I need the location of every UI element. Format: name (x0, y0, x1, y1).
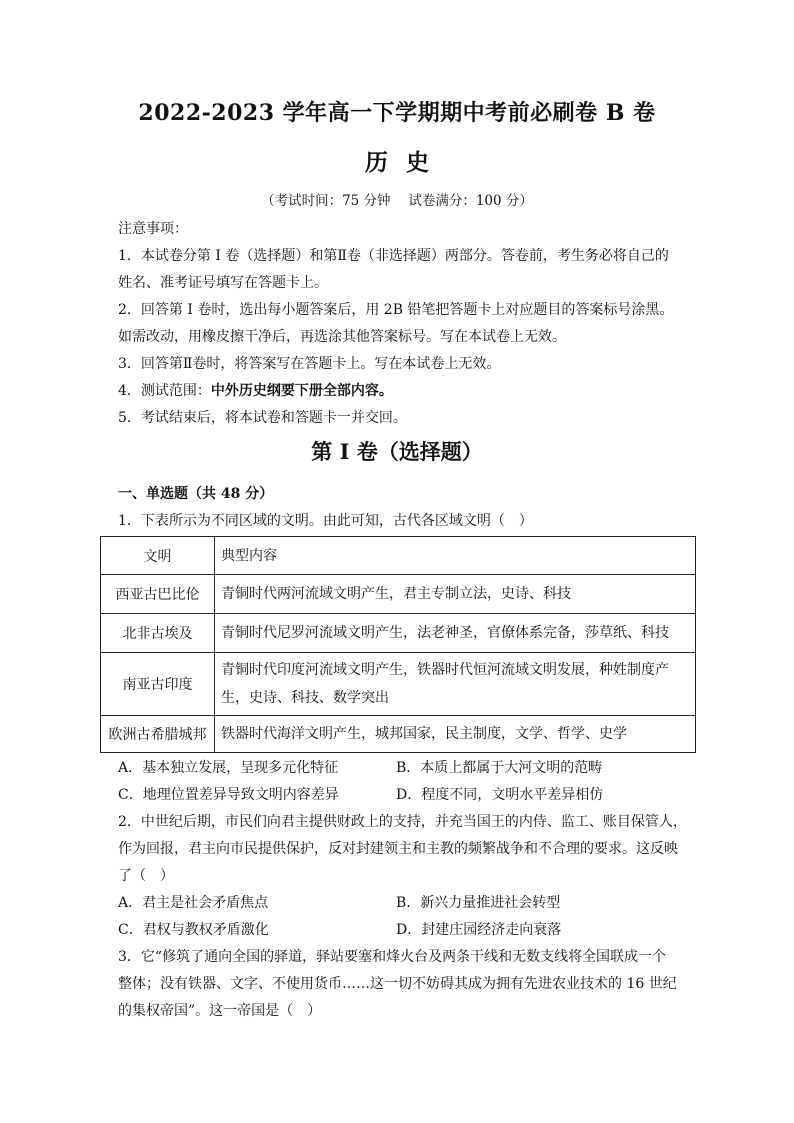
q2-line-1: 2．中世纪后期，市民们向君主提供财政上的支持，并充当国王的内侍、监工、账目保管人， (118, 814, 687, 830)
table-row (101, 653, 696, 716)
table-cell: 南亚古印度 (101, 653, 215, 716)
notes-line-3: 3．回答第Ⅱ卷时，将答案写在答题卡上。写在本试卷上无效。 (118, 356, 501, 372)
table-cell: 欧洲古希腊城邦 (101, 716, 215, 753)
q2-option-b: B．新兴力量推进社会转型 (396, 895, 561, 911)
exam-meta: （考试时间：75 分钟 试卷满分：100 分） (261, 193, 533, 209)
test-scope: 中外历史纲要下册全部内容。 (210, 383, 393, 399)
exam-title: 2022-2023 学年高一下学期期中考前必刷卷 B 卷 (138, 100, 656, 126)
q2-option-d: D．封建庄园经济走向衰落 (396, 922, 562, 938)
q2-line-3: 了（ ） (118, 868, 174, 884)
q1-option-d: D．程度不同，文明水平差异相仿 (396, 787, 604, 803)
q2-line-2: 作为回报，君主向市民提供保护，反对封建领主和主教的频繁战争和不合理的要求。这反映 (118, 841, 678, 857)
q1-option-a: A．基本独立发展，呈现多元化特征 (118, 760, 339, 776)
section-title: 第 I 卷（选择题） (311, 439, 483, 464)
notes-line-1b: 姓名、准考证号填写在答题卡上。 (118, 275, 328, 291)
notes-line-2b: 如需改动，用橡皮擦干净后，再选涂其他答案标号。写在本试卷上无效。 (118, 329, 566, 345)
notes-line-4 (118, 380, 393, 400)
civilization-table (100, 536, 696, 753)
notes-line-4-prefix: 4．测试范围： (118, 383, 211, 399)
table-header-cell: 文明 (101, 537, 215, 575)
q2-option-a: A．君主是社会矛盾焦点 (118, 895, 269, 911)
table-cell: 青铜时代尼罗河流域文明产生，法老神圣，官僚体系完备，莎草纸、科技 (215, 614, 696, 653)
q3-line-2: 整体；没有铁器、文字、不使用货币……这一切不妨碍其成为拥有先进农业技术的 16 世纪 (118, 976, 677, 992)
table-cell: 铁器时代海洋文明产生，城邦国家，民主制度，文学、哲学、史学 (215, 716, 696, 753)
q2-option-c: C．君权与教权矛盾激化 (118, 922, 269, 938)
notes-line-5: 5．考试结束后，将本试卷和答题卡一并交回。 (118, 410, 407, 426)
table-row (101, 716, 696, 753)
q1-stem: 1．下表所示为不同区域的文明。由此可知，古代各区域文明（ ） (118, 513, 533, 529)
notes-line-2: 2．回答第 I 卷时，选出每小题答案后，用 2B 铅笔把答题卡上对应题目的答案标号涂黑。 (118, 302, 674, 318)
table-cell: 西亚古巴比伦 (101, 575, 215, 614)
notes-heading: 注意事项： (118, 221, 188, 237)
table-cell: 青铜时代印度河流域文明产生，铁器时代恒河流域文明发展，种姓制度产生，史诗、科技、数学突出 (215, 653, 696, 716)
table-header-row (101, 537, 696, 575)
notes-line-1: 1．本试卷分第 I 卷（选择题）和第Ⅱ卷（非选择题）两部分。答卷前，考生务必将自己的 (118, 248, 669, 264)
part-heading: 一、单选题（共 48 分） (118, 486, 274, 502)
table-row (101, 614, 696, 653)
subject-title: 历史 (365, 149, 447, 176)
table-row (101, 575, 696, 614)
q3-line-3: 的集权帝国”。这一帝国是（ ） (118, 1003, 322, 1019)
table-header-cell: 典型内容 (215, 537, 696, 575)
table-cell: 青铜时代两河流域文明产生，君主专制立法，史诗、科技 (215, 575, 696, 614)
q3-line-1: 3．它“修筑了通向全国的驿道，驿站要塞和烽火台及两条干线和无数支线将全国联成一个 (118, 949, 667, 965)
q1-option-b: B．本质上都属于大河文明的范畴 (396, 760, 603, 776)
table-cell: 北非古埃及 (101, 614, 215, 653)
q1-option-c: C．地理位置差异导致文明内容差异 (118, 787, 339, 803)
